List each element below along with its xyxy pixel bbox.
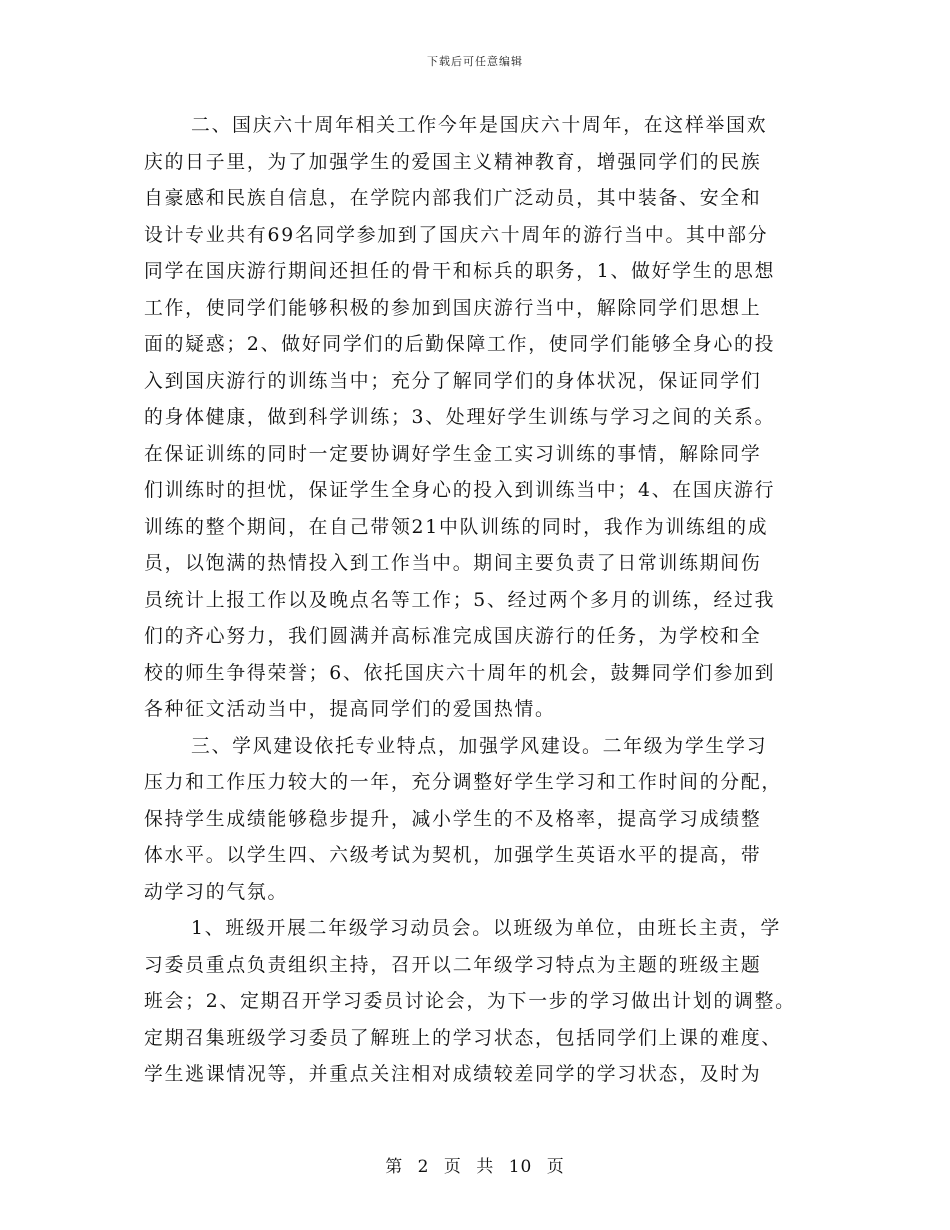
page-prefix: 第 <box>385 1157 404 1177</box>
page-current: 2 <box>417 1157 430 1177</box>
text-line: 的身体健康，做到科学训练；3、处理好学生训练与学习之间的关系。 <box>144 407 776 428</box>
page-suffix: 页 <box>546 1157 565 1177</box>
text-line: 设计专业共有69名同学参加到了国庆六十周年的游行当中。其中部分 <box>144 224 769 246</box>
text-line: 动学习的气氛。 <box>144 881 289 903</box>
text-line: 习委员重点负责组织主持，召开以二年级学习特点为主题的班级主题 <box>144 954 762 976</box>
text-line: 三、学风建设依托专业特点，加强学风建设。二年级为学生学习 <box>191 735 768 757</box>
text-line: 班会；2、定期召开学习委员讨论会，为下一步的学习做出计划的调整。 <box>144 991 796 1012</box>
text-line: 体水平。以学生四、六级考试为契机，加强学生英语水平的提高，带 <box>144 845 762 866</box>
text-line: 入到国庆游行的训练当中；充分了解同学们的身体状况，保证同学们 <box>144 370 762 392</box>
document-body <box>144 108 809 1094</box>
text-line: 员，以饱满的热情投入到工作当中。期间主要负责了日常训练期间伤 <box>144 553 762 574</box>
text-line: 工作，使同学们能够积极的参加到国庆游行当中，解除同学们思想上 <box>144 297 762 319</box>
text-line: 同学在国庆游行期间还担任的骨干和标兵的职务，1、做好学生的思想 <box>144 261 776 282</box>
text-line: 们的齐心努力，我们圆满并高标准完成国庆游行的任务，为学校和全 <box>144 626 762 647</box>
page-number <box>0 1152 950 1177</box>
page-total-label: 共 <box>476 1157 495 1177</box>
header-note: 下载后可任意编辑 <box>427 55 523 68</box>
text-line: 员统计上报工作以及晚点名等工作；5、经过两个多月的训练，经过我 <box>144 589 776 611</box>
text-line: 学生逃课情况等，并重点关注相对成绩较差同学的学习状态，及时为 <box>144 1064 762 1085</box>
text-line: 训练的整个期间，在自己带领21中队训练的同时，我作为训练组的成 <box>144 516 769 538</box>
page-total: 10 <box>508 1157 533 1177</box>
text-line: 各种征文活动当中，提高同学们的爱国热情。 <box>144 699 556 720</box>
text-line: 1、班级开展二年级学习动员会。以班级为单位，由班长主责，学 <box>191 918 782 939</box>
text-line: 自豪感和民族自信息，在学院内部我们广泛动员，其中装备、安全和 <box>144 188 762 209</box>
text-line: 保持学生成绩能够稳步提升，减小学生的不及格率，提高学习成绩整 <box>144 808 762 830</box>
text-line: 面的疑惑；2、做好同学们的后勤保障工作，使同学们能够全身心的投 <box>144 334 776 355</box>
text-line: 二、国庆六十周年相关工作今年是国庆六十周年，在这样举国欢 <box>191 115 768 136</box>
text-line: 们训练时的担忧，保证学生全身心的投入到训练当中；4、在国庆游行 <box>144 480 776 501</box>
text-line: 庆的日子里，为了加强学生的爱国主义精神教育，增强同学们的民族 <box>144 151 762 173</box>
text-line: 定期召集班级学习委员了解班上的学习状态，包括同学们上课的难度、 <box>144 1027 783 1049</box>
text-line: 在保证训练的同时一定要协调好学生金工实习训练的事情，解除同学 <box>144 443 762 465</box>
text-line: 压力和工作压力较大的一年，充分调整好学生学习和工作时间的分配， <box>144 772 783 793</box>
text-line: 校的师生争得荣誉；6、依托国庆六十周年的机会，鼓舞同学们参加到 <box>144 662 776 684</box>
page-word: 页 <box>443 1157 462 1177</box>
